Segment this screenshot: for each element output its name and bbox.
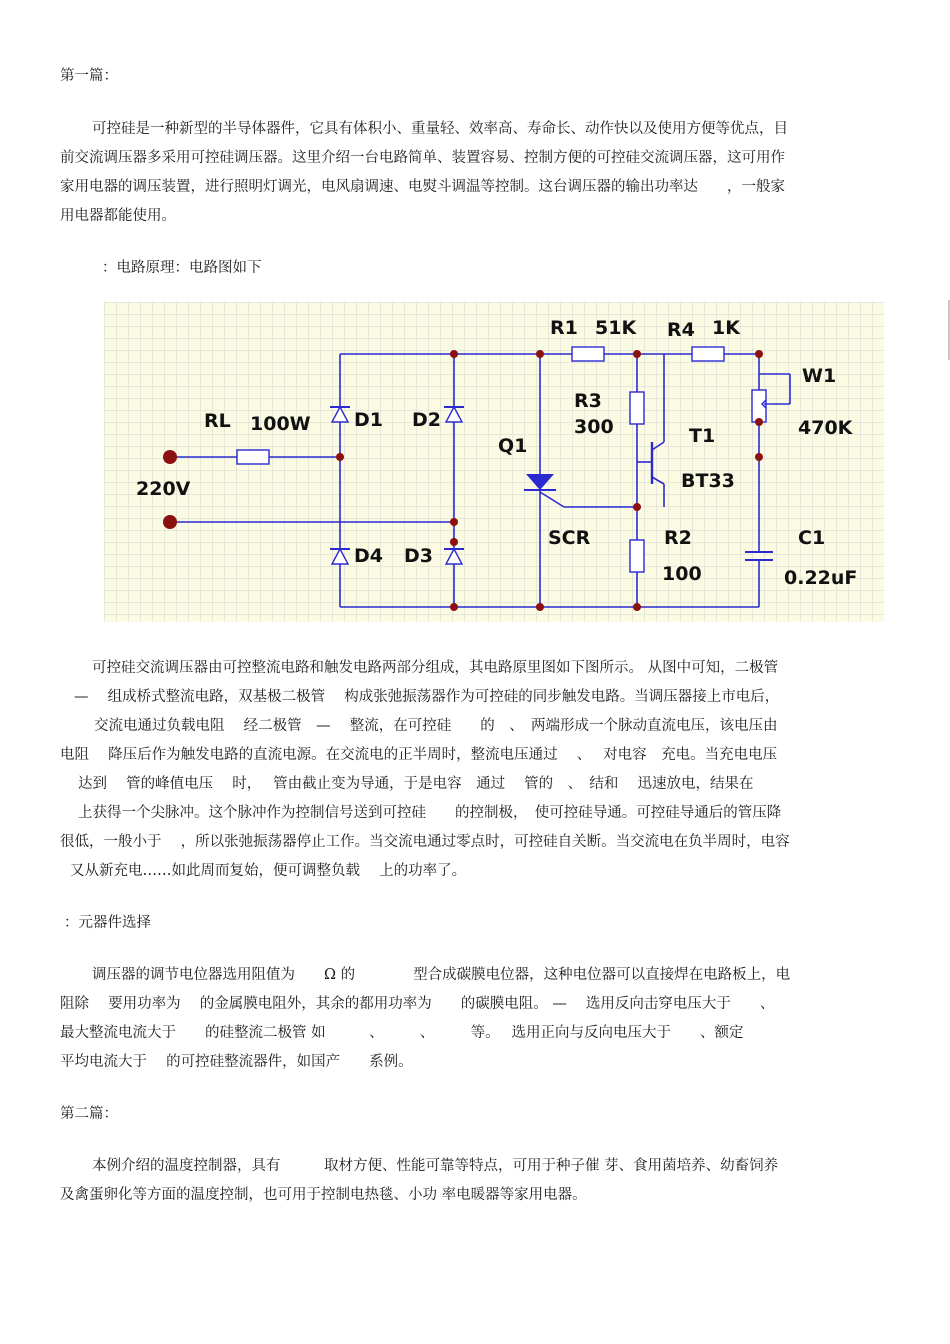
- text-line: 及禽蛋卵化等方面的温度控制，也可用于控制电热毯、小功 率电暖器等家用电器。: [60, 1187, 587, 1203]
- label-r3: R3: [574, 390, 602, 412]
- label-d1: D1: [354, 409, 383, 431]
- label-r4-value: 1K: [712, 317, 740, 339]
- text-line: 电阻 降压后作为触发电路的直流电源。在交流电的正半周时，整流电压通过 、 对电容 充电。当充电电压: [60, 747, 778, 763]
- text-line: 交流电通过负载电阻 经二极管 — 整流，在可控硅 的 、 两端形成一个脉动直流电压，该电压由: [94, 718, 778, 734]
- section-title-2: 第二篇：: [60, 1106, 118, 1122]
- label-t1: T1: [689, 425, 716, 447]
- label-scr: SCR: [548, 527, 591, 549]
- text-line: 又从新充电……如此周而复始，便可调整负载 上的功率了。: [70, 863, 467, 879]
- text-line: 家用电器的调压装置，进行照明灯调光，电风扇调速、电熨斗调温等控制。这台调压器的输出功率达 ，一般家: [60, 179, 785, 195]
- label-r2: R2: [664, 527, 692, 549]
- section-title-1: 第一篇：: [60, 68, 118, 84]
- label-w1-value: 470K: [798, 417, 853, 439]
- text-line: 平均电流大于 的可控硅整流器件，如国产 系例。: [60, 1054, 413, 1070]
- text-line: 前交流调压器多采用可控硅调压器。这里介绍一台电路简单、装置容易、控制方便的可控硅交流调压器，这可用作: [60, 150, 785, 166]
- label-rl-value: 100W: [250, 413, 311, 435]
- text-line: 阻除 要用功率为 的金属膜电阻外，其余的都用功率为 的碳膜电阻。 — 选用反向击穿电压大于 、: [60, 996, 775, 1012]
- label-c1-value: 0.22uF: [784, 567, 858, 589]
- text-line: 可控硅交流调压器由可控整流电路和触发电路两部分组成，其电路原里图如下图所示。 从图中可知，二极管: [92, 660, 779, 676]
- label-r1: R1: [550, 317, 578, 339]
- label-q1: Q1: [498, 435, 528, 457]
- text-line: 可控硅是一种新型的半导体器件，它具有体积小、重量轻、效率高、寿命长、动作快以及使用方便等优点，目: [92, 121, 788, 137]
- label-d3: D3: [404, 545, 433, 567]
- subheading-components: ：元器件选择: [64, 915, 151, 931]
- label-r2-value: 100: [662, 563, 702, 585]
- resistor-rl: [237, 450, 269, 464]
- text-line: 上获得一个尖脉冲。这个脉冲作为控制信号送到可控硅 的控制极， 使可控硅导通。可控硅导通后的管压降: [78, 805, 782, 821]
- label-d4: D4: [354, 545, 383, 567]
- text-line: 本例介绍的温度控制器，具有 取材方便、性能可靠等特点，可用于种子催 芽、食用菌培养、幼畜饲养: [92, 1158, 779, 1174]
- label-d2: D2: [412, 409, 441, 431]
- label-rl: RL: [204, 410, 231, 432]
- resistor-r4: [692, 347, 724, 361]
- text-line: — 组成桥式整流电路，双基极二极管 构成张弛振荡器作为可控硅的同步触发电路。当调压器接上市电后，: [74, 689, 780, 705]
- label-c1: C1: [798, 527, 826, 549]
- label-r1-value: 51K: [595, 317, 637, 339]
- label-t1-model: BT33: [681, 470, 735, 492]
- resistor-r3: [630, 392, 644, 424]
- label-w1: W1: [802, 365, 837, 387]
- label-r3-value: 300: [574, 416, 614, 438]
- resistor-r1: [572, 347, 604, 361]
- circuit-diagram: [104, 302, 884, 622]
- label-r4: R4: [667, 319, 695, 341]
- resistor-r2: [630, 540, 644, 572]
- subheading-circuit-principle: ：电路原理：电路图如下: [102, 260, 262, 276]
- text-line: 用电器都能使用。: [60, 208, 176, 224]
- text-line: 达到 管的峰值电压 时， 管由截止变为导通，于是电容 通过 管的 、 结和 迅速放电，结果在: [78, 776, 754, 792]
- text-line: 调压器的调节电位器选用阻值为 Ω 的 型合成碳膜电位器，这种电位器可以直接焊在电路板上，电: [92, 967, 791, 983]
- label-220v: 220V: [136, 478, 191, 500]
- text-line: 最大整流电流大于 的硅整流二极管 如 、 、 等。 选用正向与反向电压大于 、额定: [60, 1025, 744, 1041]
- text-line: 很低，一般小于 ，所以张弛振荡器停止工作。当交流电通过零点时，可控硅自关断。当交流电在负半周时，电容: [60, 834, 790, 850]
- grid-lines: [104, 302, 884, 622]
